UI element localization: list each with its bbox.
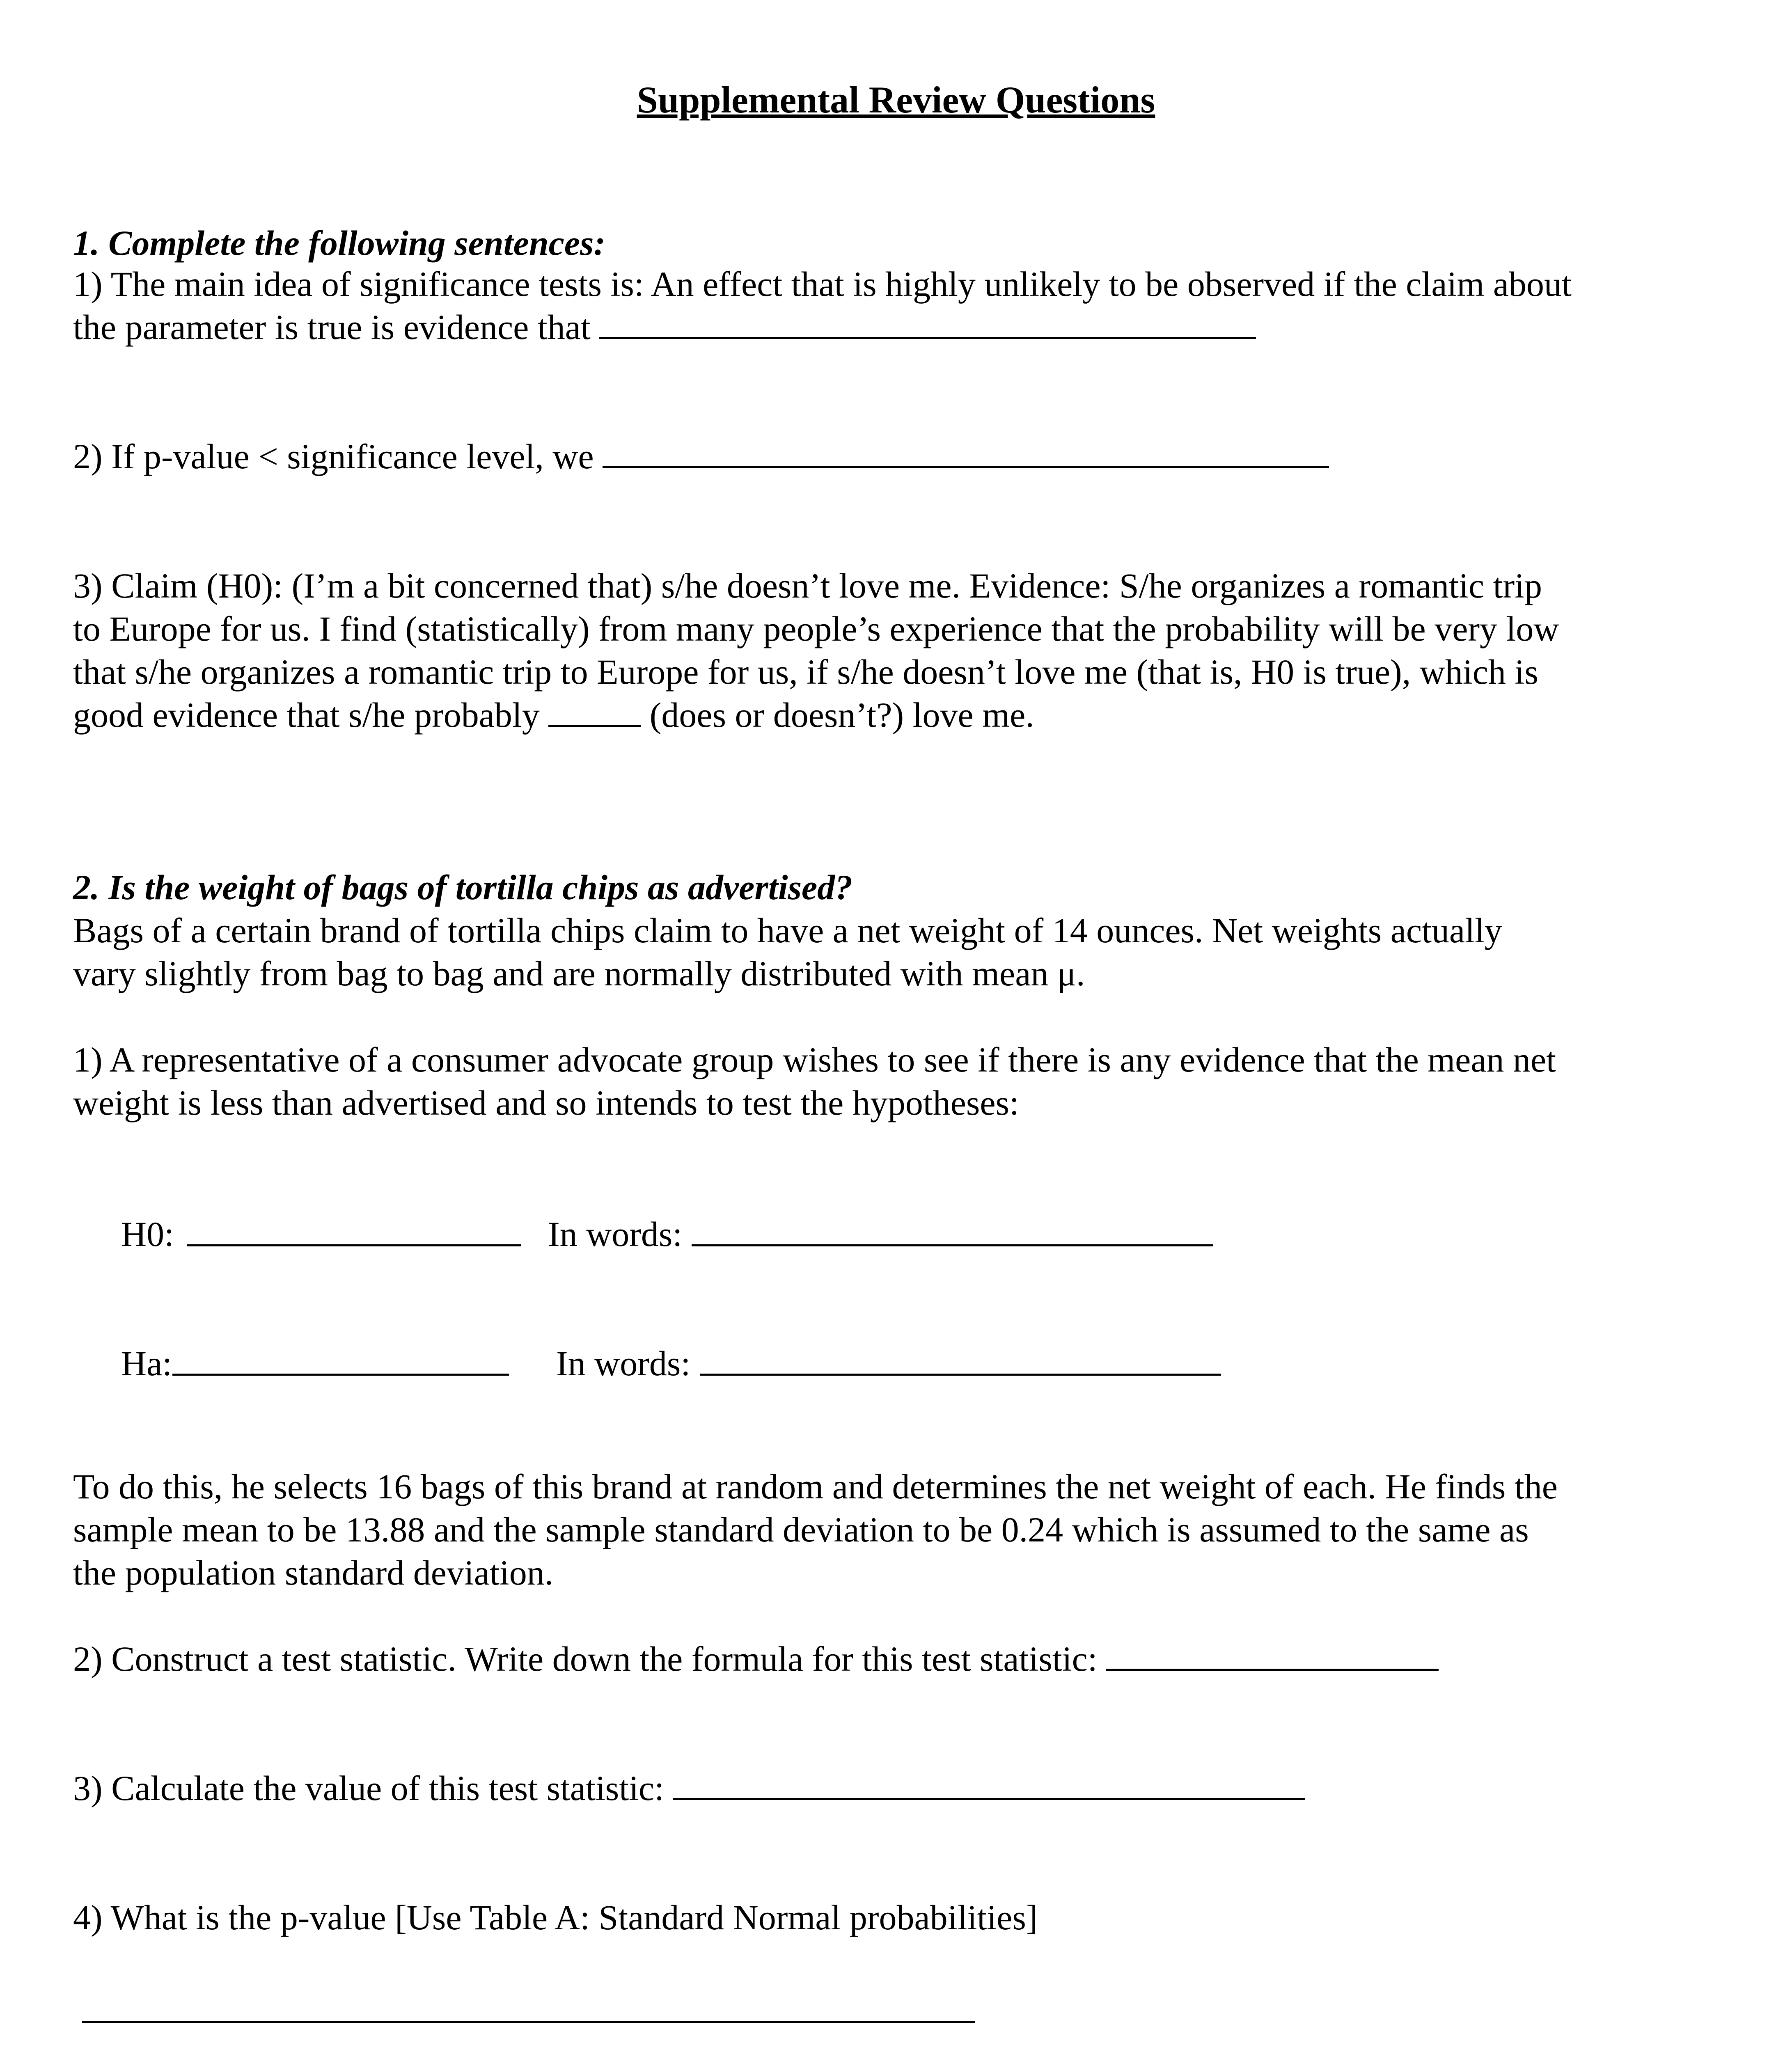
s1-q3-answer-blank[interactable] <box>548 694 641 727</box>
section-1-heading: 1. Complete the following sentences: <box>73 223 606 263</box>
s2-sample-line-1: To do this, he selects 16 bags of this brand at random and determines the net weight of each. He finds the <box>73 1467 1558 1506</box>
s1-q3-line-4-after: (does or doesn’t?) love me. <box>649 695 1034 735</box>
h0-answer-blank[interactable] <box>187 1244 521 1246</box>
s1-q3-line-4 <box>73 694 1034 736</box>
s1-q1-line-2 <box>73 306 1256 348</box>
s2-q3-text: 3) Calculate the value of this test statistic: <box>73 1768 665 1808</box>
s1-q2-answer-blank[interactable] <box>603 435 1329 468</box>
s2-q3 <box>73 1767 1305 1809</box>
ha-words-blank[interactable] <box>700 1374 1221 1376</box>
page-title: Supplemental Review Questions <box>637 79 1155 121</box>
s2-intro-line-1: Bags of a certain brand of tortilla chips claim to have a net weight of 14 ounces. Net weights actually <box>73 911 1502 950</box>
ha-words-label: In words: <box>556 1344 691 1383</box>
h0-words-blank[interactable] <box>692 1244 1213 1246</box>
s2-sample-line-3: the population standard deviation. <box>73 1553 554 1592</box>
s1-q3-line-4-before: good evidence that s/he probably <box>73 695 540 735</box>
ha-label: Ha: <box>121 1344 172 1383</box>
s2-q2 <box>73 1637 1439 1680</box>
s1-q3-line-1: 3) Claim (H0): (I’m a bit concerned that) s/he doesn’t love me. Evidence: S/he organizes a romantic trip <box>73 566 1542 605</box>
s1-q3-line-3: that s/he organizes a romantic trip to Europe for us, if s/he doesn’t love me (that is, H0 is true), which is <box>73 652 1538 692</box>
s1-q1-answer-blank[interactable] <box>599 306 1256 339</box>
s1-q3-line-2: to Europe for us. I find (statistically) from many people’s experience that the probability will be very low <box>73 609 1559 648</box>
s2-q1-line-1: 1) A representative of a consumer advocate group wishes to see if there is any evidence that the mean net <box>73 1040 1556 1079</box>
h0-words-label: In words: <box>548 1214 683 1254</box>
s2-q3-answer-blank[interactable] <box>673 1767 1305 1800</box>
s2-q4-answer-blank[interactable] <box>82 2021 975 2023</box>
s2-intro-line-2: vary slightly from bag to bag and are normally distributed with mean μ. <box>73 954 1085 993</box>
s1-q1-line-2-text: the parameter is true is evidence that <box>73 307 591 347</box>
s1-q2-text: 2) If p-value < significance level, we <box>73 437 594 476</box>
section-2-heading: 2. Is the weight of bags of tortilla chips as advertised? <box>73 868 853 907</box>
s2-q2-text: 2) Construct a test statistic. Write down the formula for this test statistic: <box>73 1639 1098 1679</box>
s2-q1-line-2: weight is less than advertised and so intends to test the hypotheses: <box>73 1083 1019 1122</box>
h0-label: H0: <box>121 1214 174 1254</box>
s1-q1-line-1: 1) The main idea of significance tests is: An effect that is highly unlikely to be observed if the claim about <box>73 264 1572 304</box>
s2-q4: 4) What is the p-value [Use Table A: Standard Normal probabilities] <box>73 1898 1038 1937</box>
ha-answer-blank[interactable] <box>172 1374 509 1376</box>
s2-q2-answer-blank[interactable] <box>1106 1637 1439 1671</box>
s1-q2 <box>73 435 1329 478</box>
s2-sample-line-2: sample mean to be 13.88 and the sample standard deviation to be 0.24 which is assumed to the same as <box>73 1510 1529 1549</box>
